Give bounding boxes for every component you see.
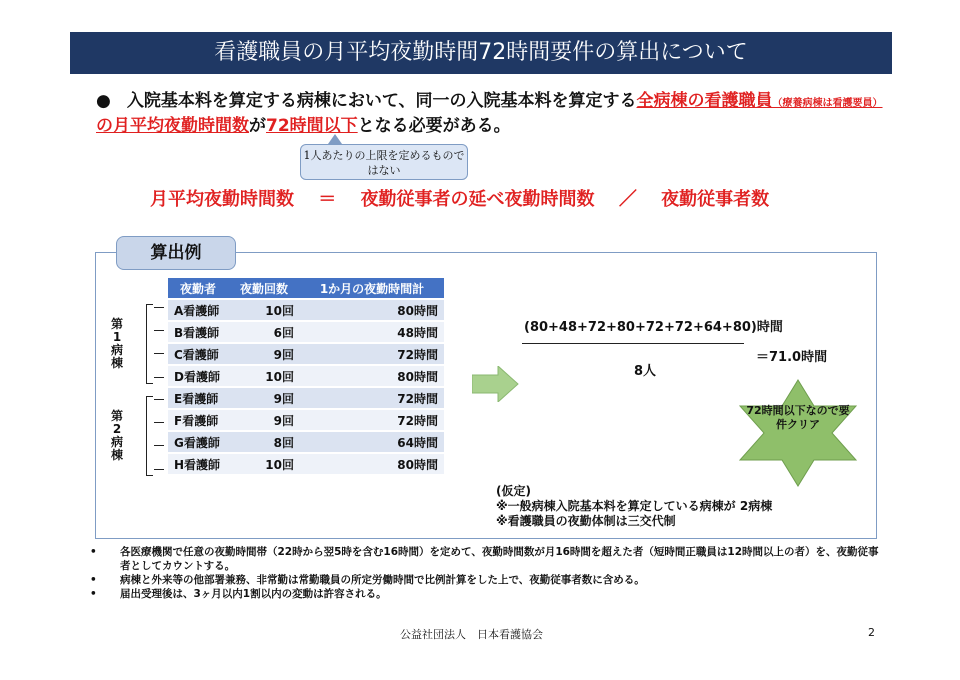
cell-count: 9回 (228, 410, 300, 430)
assumptions-heading: (仮定) (496, 484, 531, 498)
bullet-icon: ● (96, 91, 111, 111)
cell-nurse: E看護師 (168, 388, 228, 408)
cell-hours: 80時間 (300, 454, 444, 474)
page-number: 2 (868, 626, 875, 639)
cell-count: 6回 (228, 322, 300, 342)
intro-highlight-note: （療養病棟は看護要員） (772, 98, 883, 109)
callout-note: 1人あたりの上限を定めるものではない (300, 144, 468, 180)
callout-pointer (328, 134, 342, 144)
formula-denominator: 夜勤従事者数 (661, 189, 770, 210)
formula (150, 185, 830, 211)
intro-highlight-nurses: 全病棟の看護職員 (636, 91, 773, 111)
cell-hours: 72時間 (300, 410, 444, 430)
calc-numerator: (80+48+72+80+72+72+64+80)時間 (524, 320, 783, 335)
calc-result: ＝71.0時間 (756, 350, 828, 365)
bracket-tick (154, 377, 164, 378)
cell-hours: 80時間 (300, 300, 444, 320)
cell-count: 10回 (228, 454, 300, 474)
assumption-line: ※一般病棟入院基本料を算定している病棟が 2病棟 (496, 499, 773, 513)
assumption-line: ※看護職員の夜勤体制は三交代制 (496, 514, 676, 528)
intro-text-2: が (249, 116, 266, 136)
table-row (168, 388, 444, 408)
table-row (168, 322, 444, 342)
example-label: 算出例 (116, 236, 236, 270)
intro-highlight-avg-hours: の月平均夜勤時間数 (96, 116, 249, 136)
cell-hours: 72時間 (300, 388, 444, 408)
cell-hours: 72時間 (300, 344, 444, 364)
cell-hours: 80時間 (300, 366, 444, 386)
formula-equals: ＝ (318, 189, 337, 210)
notes-list (88, 545, 888, 601)
bracket-tick (154, 422, 164, 423)
table-row (168, 454, 444, 474)
page-title: 看護職員の月平均夜勤時間72時間要件の算出について (70, 32, 892, 74)
cell-count: 9回 (228, 388, 300, 408)
cell-nurse: A看護師 (168, 300, 228, 320)
star-badge-icon (736, 378, 860, 488)
bracket-tick (154, 445, 164, 446)
formula-slash: ／ (618, 189, 637, 210)
assumptions (496, 484, 772, 529)
formula-lhs: 月平均夜勤時間数 (150, 189, 294, 210)
night-shift-table (168, 276, 444, 476)
note-item: • 届出受理後は、3ヶ月以内1割以内の変動は許容される。 (88, 587, 888, 601)
cell-nurse: G看護師 (168, 432, 228, 452)
formula-numerator: 夜勤従事者の延べ夜勤時間数 (360, 189, 595, 210)
bracket-tick (154, 330, 164, 331)
intro-text-1: 入院基本料を算定する病棟において、同一の入院基本料を算定する (126, 91, 637, 111)
footer-organization: 公益社団法人 日本看護協会 (400, 628, 543, 641)
cell-count: 10回 (228, 300, 300, 320)
col-header-hours: 1か月の夜勤時間計 (300, 278, 444, 298)
table-row (168, 432, 444, 452)
intro-highlight-72h: 72時間以下 (266, 116, 358, 136)
ward-1-label: 第1病棟 (110, 317, 123, 370)
cell-nurse: D看護師 (168, 366, 228, 386)
cell-nurse: H看護師 (168, 454, 228, 474)
bracket-tick (154, 307, 164, 308)
fraction-line (522, 343, 744, 344)
cell-count: 9回 (228, 344, 300, 364)
right-arrow-icon (472, 366, 520, 402)
table-row (168, 344, 444, 364)
bracket-tick (154, 353, 164, 354)
cell-count: 8回 (228, 432, 300, 452)
star-badge-text: 72時間以下なので要件クリア (746, 404, 850, 431)
ward-2-label: 第2病棟 (110, 409, 123, 462)
cell-hours: 64時間 (300, 432, 444, 452)
note-item: • 各医療機関で任意の夜勤時間帯（22時から翌5時を含む16時間）を定めて、夜勤時間数が月16時間を超えた者（短時間正職員は12時間以上の者）を、夜勤従事者としてカウントする。 (88, 545, 888, 573)
ward-2-bracket (146, 396, 153, 476)
table-row (168, 366, 444, 386)
cell-count: 10回 (228, 366, 300, 386)
col-header-count: 夜勤回数 (228, 278, 300, 298)
intro-text-3: となる必要がある。 (357, 116, 511, 136)
table-header-row (168, 278, 444, 298)
table-row (168, 300, 444, 320)
table-row (168, 410, 444, 430)
cell-nurse: F看護師 (168, 410, 228, 430)
ward-1-bracket (146, 304, 153, 384)
cell-nurse: C看護師 (168, 344, 228, 364)
note-item: • 病棟と外来等の他部署兼務、非常勤は常勤職員の所定労働時間で比例計算をした上で、夜勤従事者数に含める。 (88, 573, 888, 587)
cell-hours: 48時間 (300, 322, 444, 342)
calc-denominator: 8人 (634, 364, 657, 379)
intro-statement (96, 90, 896, 138)
cell-nurse: B看護師 (168, 322, 228, 342)
bracket-tick (154, 469, 164, 470)
bracket-tick (154, 399, 164, 400)
col-header-nurse: 夜勤者 (168, 278, 228, 298)
